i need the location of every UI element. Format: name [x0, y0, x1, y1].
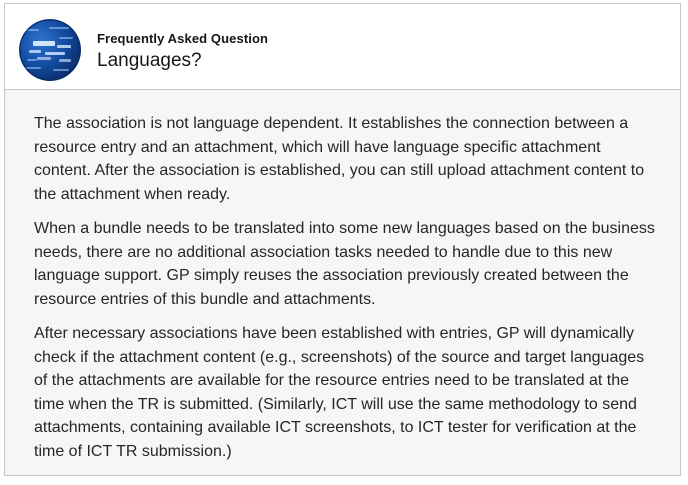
- answer-paragraph-2: When a bundle needs to be translated into some new languages based on the business needs, there are no additional association tasks needed to handle due to this new language support. GP simply reuses the association previously created between the resource entries of this bundle and attachments.: [34, 220, 655, 308]
- faq-card: [4, 3, 681, 476]
- answer-paragraph-1: The association is not language dependent. It establishes the connection between a resource entry and an attachment, which will have language specific attachment content. After the association is established, you can still upload attachment content to the attachment when ready.: [34, 115, 645, 203]
- language-words-globe-icon: [19, 19, 81, 81]
- faq-answer: [5, 90, 680, 475]
- faq-label: Frequently Asked Question: [97, 31, 269, 46]
- faq-header: [5, 4, 680, 90]
- page-title: Languages?: [97, 50, 202, 71]
- answer-paragraph-3: After necessary associations have been established with entries, GP will dynamically check if the attachment content (e.g., screenshots) of the source and target languages of the attachments are available for the resource entries need to be translated at the time when the TR is submitted. (Similarly, ICT will use the same methodology to send attachments, containing available ICT screenshots, to ICT tester for verification at the time of ICT TR submission.): [34, 325, 645, 460]
